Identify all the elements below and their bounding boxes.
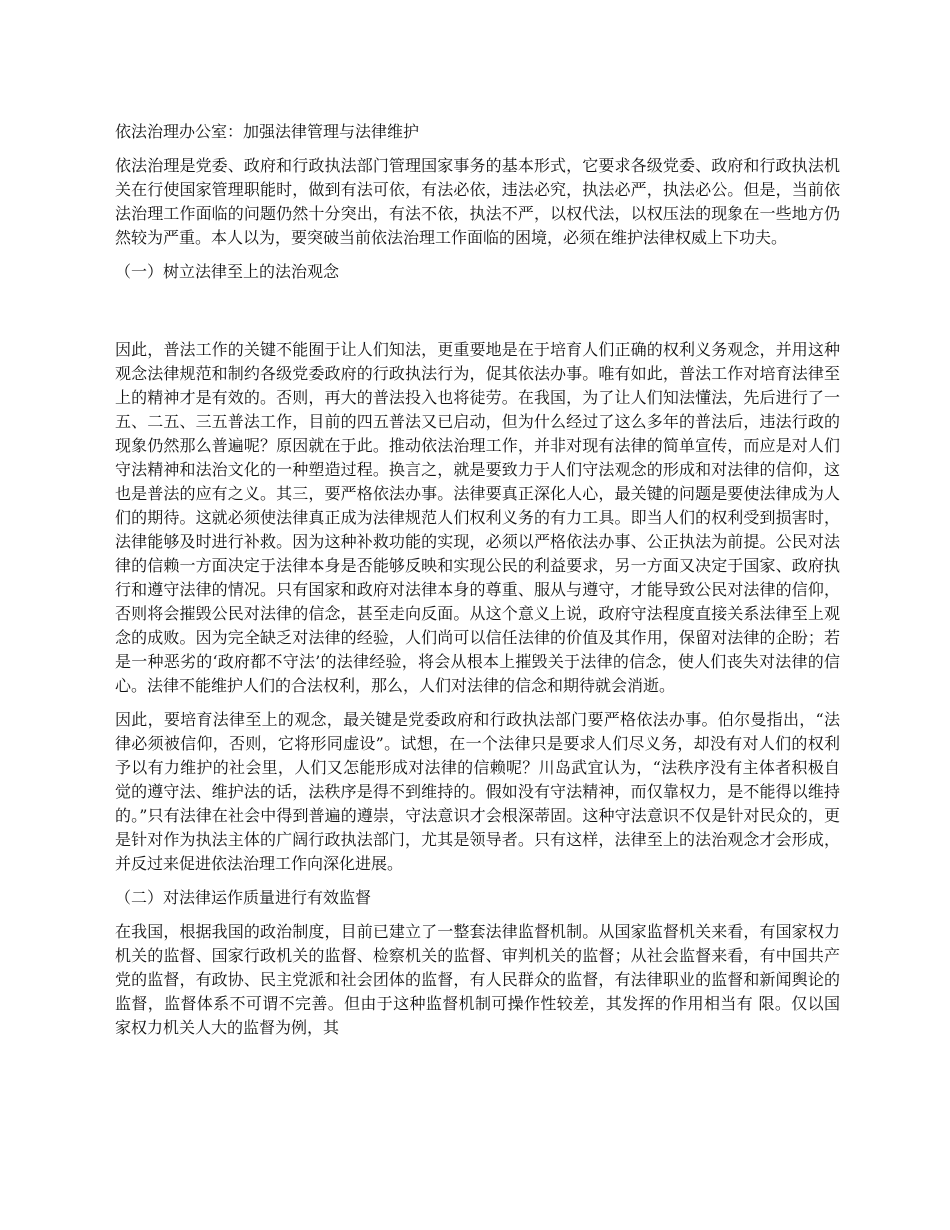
section-2-paragraph-1: 在我国，根据我国的政治制度，目前已建立了一整套法律监督机制。从国家监督机关来看，有国家权力机关的监督、国家行政机关的监督、检察机关的监督、审判机关的监督；从社会监督来看，有中国共产党的监督，有政协、民主党派和社会团体的监督，有人民群众的监督，有法律职业的监督和新闻舆论的监督，监督体系不可谓不完善。但由于这种监督机制可操作性较差，其发挥的作用相当有 限。仅以国家权力机关人大的监督为例，其 xyxy=(115,922,840,1037)
section-2-heading: （二）对法律运作质量进行有效监督 xyxy=(115,888,372,907)
blank-space xyxy=(115,294,840,338)
document-page xyxy=(115,120,840,1050)
document-title: 依法治理办公室：加强法律管理与法律维护 xyxy=(115,122,420,141)
intro-paragraph: 依法治理是党委、政府和行政执法部门管理国家事务的基本形式，它要求各级党委、政府和行政执法机关在行使国家管理职能时，做到有法可依，有法必依，违法必究，执法必严，执法必公。但是，当前依法治理工作面临的问题仍然十分突出，有法不依，执法不严，以权代法，以权压法的现象在一些地方仍然较为严重。本人以为，要突破当前依法治理工作面临的困境，必须在维护法律权威上下功夫。 xyxy=(115,156,840,247)
section-1-paragraph-1: 因此，普法工作的关键不能囿于让人们知法，更重要地是在于培育人们正确的权利义务观念，并用这种观念法律规范和制约各级党委政府的行政执法行为，促其依法办事。唯有如此，普法工作对培育法律至上的精神才是有效的。否则，再大的普法投入也将徒劳。在我国，为了让人们知法懂法，先后进行了一五、二五、三五普法工作，目前的四五普法又已启动，但为什么经过了这么多年的普法后，违法行政的现象仍然那么普遍呢？原因就在于此。推动依法治理工作，并非对现有法律的简单宣传，而应是对人们守法精神和法治文化的一种塑造过程。换言之，就是要致力于人们守法观念的形成和对法律的信仰，这也是普法的应有之义。其三，要严格依法办事。法律要真正深化人心，最关键的问题是要使法律成为人们的期待。这就必须使法律真正成为法律规范人们权利义务的有力工具。即当人们的权利受到损害时，法律能够及时进行补救。因为这种补救功能的实现，必须以严格依法办事、公正执法为前提。公民对法律的信赖一方面决定于法律本身是否能够反映和实现公民的利益要求，另一方面又决定于国家、政府执行和遵守法律的情况。只有国家和政府对法律本身的尊重、服从与遵守，才能导致公民对法律的信仰，否则将会摧毁公民对法律的信念，甚至走向反面。从这个意义上说，政府守法程度直接关系法律至上观念的成败。因为完全缺乏对法律的经验，人们尚可以信任法律的价值及其作用，保留对法律的企盼；若是一种恶劣的‘政府都不守法’的法律经验，将会从根本上摧毁关于法律的信念，使人们丧失对法律的信心。法律不能维护人们的合法权利，那么，人们对法律的信念和期待就会消逝。 xyxy=(115,340,840,695)
section-1-paragraph-2: 因此，要培育法律至上的观念，最关键是党委政府和行政执法部门要严格依法办事。伯尔曼指出，“法律必须被信仰，否则，它将形同虚设”。试想，在一个法律只是要求人们尽义务，却没有对人们的权利予以有力维护的社会里，人们又怎能形成对法律的信赖呢？川岛武宜认为，“法秩序没有主体者积极自觉的遵守法、维护法的话，法秩序是得不到维持的。假如没有守法精神，而仅靠权力，是不能得以维持的。”只有法律在社会中得到普遍的遵崇，守法意识才会根深蒂固。这种守法意识不仅是针对民众的，更是针对作为执法主体的广阔行政执法部门，尤其是领导者。只有这样，法律至上的法治观念才会形成，并反过来促进依法治理工作向深化进展。 xyxy=(115,710,840,873)
section-1-heading: （一）树立法律至上的法治观念 xyxy=(115,262,340,281)
